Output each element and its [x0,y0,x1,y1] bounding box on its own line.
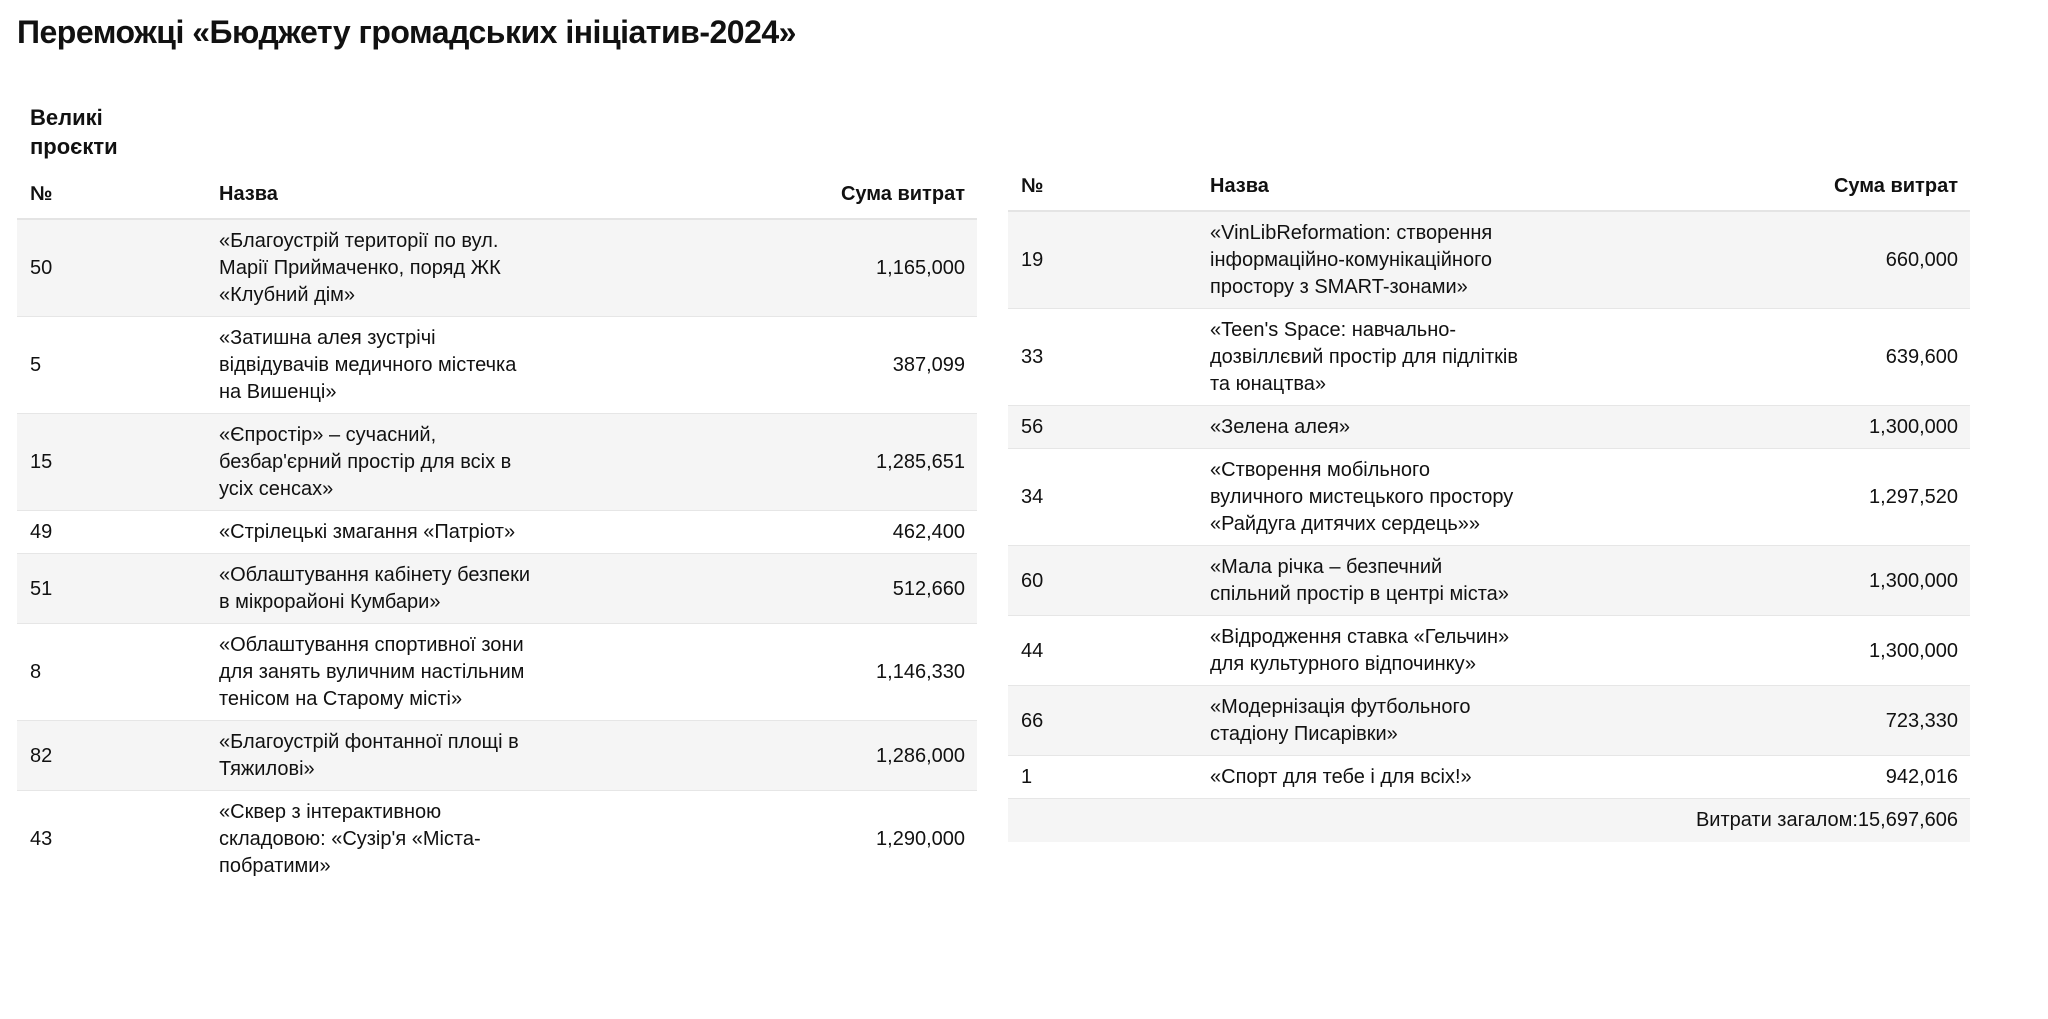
total-row [1008,799,1970,843]
project-sum: 639,600 [1541,309,1970,406]
table-row [17,414,977,511]
table-caption: Великі проєкти [30,105,118,159]
project-number: 19 [1008,211,1197,309]
project-number: 15 [17,414,206,511]
winners-table-right [1008,162,1970,842]
table-row [1008,211,1970,309]
project-name: «Мала річка – безпечний спільний простір в центрі міста» [1197,546,1541,616]
project-sum: 1,290,000 [550,791,977,888]
project-name: «Затишна алея зустрічі відвідувачів медичного містечка на Вишенці» [206,317,550,414]
table-row [17,511,977,554]
project-number: 34 [1008,449,1197,546]
header-num: № [1008,162,1197,211]
project-name: «Єпростір» – сучасний, безбар'єрний простір для всіх в усіх сенсах» [206,414,550,511]
project-number: 43 [17,791,206,888]
project-sum: 462,400 [550,511,977,554]
project-sum: 1,300,000 [1541,546,1970,616]
project-number: 5 [17,317,206,414]
project-name: «Спорт для тебе і для всіх!» [1197,756,1541,799]
project-number: 1 [1008,756,1197,799]
header-sum: Сума витрат [1541,162,1970,211]
project-sum: 660,000 [1541,211,1970,309]
project-sum: 1,297,520 [1541,449,1970,546]
table-row [1008,686,1970,756]
project-number: 49 [17,511,206,554]
project-sum: 1,286,000 [550,721,977,791]
project-number: 60 [1008,546,1197,616]
project-sum: 1,300,000 [1541,616,1970,686]
table-row [1008,546,1970,616]
project-sum: 723,330 [1541,686,1970,756]
project-sum: 1,285,651 [550,414,977,511]
table-row [17,791,977,888]
project-name: «Модернізація футбольного стадіону Писарівки» [1197,686,1541,756]
table-header [17,170,977,219]
table-row [17,554,977,624]
table-row [1008,616,1970,686]
project-sum: 942,016 [1541,756,1970,799]
project-number: 44 [1008,616,1197,686]
project-sum: 512,660 [550,554,977,624]
project-number: 33 [1008,309,1197,406]
project-sum: 1,165,000 [550,219,977,317]
table-row [1008,449,1970,546]
table-row [17,219,977,317]
project-number: 56 [1008,406,1197,449]
project-number: 8 [17,624,206,721]
page-title: Переможці «Бюджету громадських ініціатив-2024» [17,14,796,50]
header-num: № [17,170,206,219]
project-name: «VinLibReformation: створення інформаційно-комунікаційного простору з SMART-зонами» [1197,211,1541,309]
project-name: «Створення мобільного вуличного мистецького простору «Райдуга дитячих сердець»» [1197,449,1541,546]
project-sum: 387,099 [550,317,977,414]
table-row [17,721,977,791]
project-name: «Облаштування кабінету безпеки в мікрорайоні Кумбари» [206,554,550,624]
project-name: «Зелена алея» [1197,406,1541,449]
project-number: 51 [17,554,206,624]
project-name: «Стрілецькі змагання «Патріот» [206,511,550,554]
total-spending: Витрати загалом:15,697,606 [1008,799,1970,843]
table-row [17,317,977,414]
table-row [1008,406,1970,449]
project-number: 82 [17,721,206,791]
table-row [1008,756,1970,799]
table-row [17,624,977,721]
project-sum: 1,146,330 [550,624,977,721]
project-name: «Відродження ставка «Гельчин» для культурного відпочинку» [1197,616,1541,686]
project-name: «Teen's Space: навчально-дозвіллєвий простір для підлітків та юнацтва» [1197,309,1541,406]
project-sum: 1,300,000 [1541,406,1970,449]
project-name: «Благоустрій фонтанної площі в Тяжилові» [206,721,550,791]
table-header [1008,162,1970,211]
table-row [1008,309,1970,406]
project-number: 66 [1008,686,1197,756]
project-number: 50 [17,219,206,317]
header-name: Назва [206,170,550,219]
header-sum: Сума витрат [550,170,977,219]
winners-table-left [17,170,977,887]
header-name: Назва [1197,162,1541,211]
project-name: «Сквер з інтерактивною складовою: «Сузір'я «Міста-побратими» [206,791,550,888]
project-name: «Благоустрій території по вул. Марії Приймаченко, поряд ЖК «Клубний дім» [206,219,550,317]
project-name: «Облаштування спортивної зони для занять вуличним настільним тенісом на Старому місті» [206,624,550,721]
